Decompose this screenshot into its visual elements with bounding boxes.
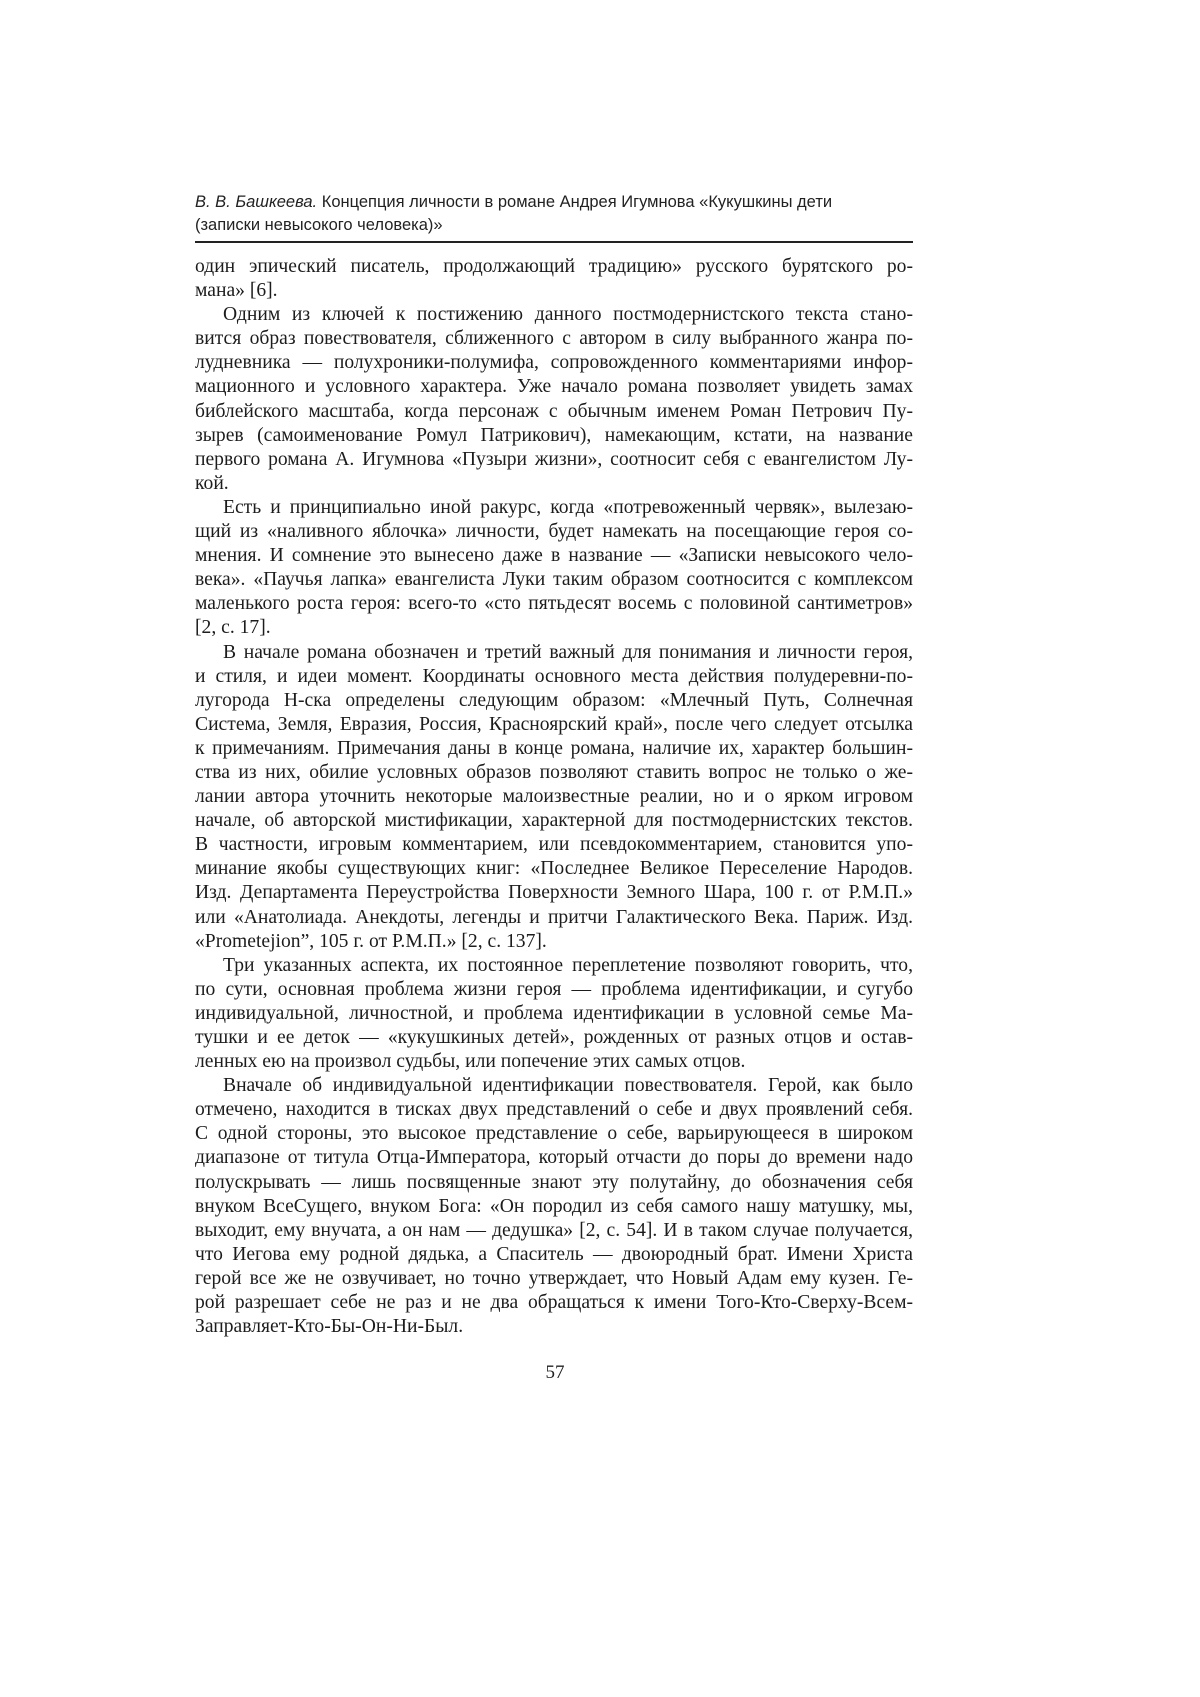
text-line: тушки и ее деток — «кукушкиных детей», рожденных от разных отцов и остав- [195,1026,913,1050]
text-line: диапазоне от титула Отца-Императора, который отчасти до поры до времени надо [195,1146,913,1170]
text-line: или «Анатолиада. Анекдоты, легенды и притчи Галактического Века. Париж. Изд. [195,906,913,930]
article-body [195,255,913,1339]
text-line: В начале романа обозначен и третий важный для понимания и личности героя, [195,641,913,665]
text-line: века». «Паучья лапка» евангелиста Луки таким образом соотносится с комплексом [195,568,913,592]
running-head-author: В. В. Башкеева. [195,193,317,211]
text-line: ства из них, обилие условных образов позволяют ставить вопрос не только о же- [195,761,913,785]
text-line: один эпический писатель, продолжающий традицию» русского бурятского ро- [195,255,913,279]
text-line: индивидуальной, личностной, и проблема идентификации в условной семье Ма- [195,1002,913,1026]
text-line: Система, Земля, Евразия, Россия, Красноярский край», после чего следует отсылка [195,713,913,737]
text-line: маленького роста героя: всего-то «сто пятьдесят восемь с половиной сантиметров» [195,592,913,616]
paragraph [195,641,913,954]
header-rule [195,241,913,243]
paragraph [195,954,913,1074]
text-line: по сути, основная проблема жизни героя — проблема идентификации, и сугубо [195,978,913,1002]
text-line: отмечено, находится в тисках двух представлений о себе и двух проявлений себя. [195,1098,913,1122]
text-line: Есть и принципиально иной ракурс, когда «потревоженный червяк», вылезаю- [195,496,913,520]
text-line: первого романа А. Игумнова «Пузыри жизни», соотносит себя с евангелистом Лу- [195,448,913,472]
paragraph [195,496,913,641]
text-line: вится образ повествователя, сближенного с автором в силу выбранного жанра по- [195,327,913,351]
text-line: Три указанных аспекта, их постоянное переплетение позволяют говорить, что, [195,954,913,978]
text-line: герой все же не озвучивает, но точно утверждает, что Новый Адам ему кузен. Ге- [195,1267,913,1291]
paragraph [195,303,913,496]
text-line: ленных ею на произвол судьбы, или попечение этих самых отцов. [195,1050,913,1074]
text-line: библейского масштаба, когда персонаж с обычным именем Роман Петрович Пу- [195,400,913,424]
text-line: лугорода Н-ска определены следующим образом: «Млечный Путь, Солнечная [195,689,913,713]
running-head [195,191,915,237]
text-line: В частности, игровым комментарием, или псевдокомментарием, становится упо- [195,833,913,857]
text-line: щий из «наливного яблочка» личности, будет намекать на посещающие героя со- [195,520,913,544]
text-line: минание якобы существующих книг: «Последнее Великое Переселение Народов. [195,857,913,881]
text-line: полускрывать — лишь посвященные знают эту полутайну, до обозначения себя [195,1171,913,1195]
text-line: начале, об авторской мистификации, характерной для постмодернистских текстов. [195,809,913,833]
text-line: лании автора уточнить некоторые малоизвестные реалии, но и о ярком игровом [195,785,913,809]
text-line: рой разрешает себе не раз и не два обращаться к имени Того-Кто-Сверху-Всем- [195,1291,913,1315]
paragraph [195,255,913,303]
text-line: С одной стороны, это высокое представление о себе, варьирующееся в широком [195,1122,913,1146]
running-head-title: Концепция личности в романе Андрея Игумнова «Кукушкины дети [317,193,832,211]
running-head-line-1 [195,191,915,214]
text-line: внуком ВсеСущего, внуком Бога: «Он породил из себя самого нашу матушку, мы, [195,1195,913,1219]
text-line: что Иегова ему родной дядька, а Спаситель — двоюродный брат. Имени Христа [195,1243,913,1267]
running-head-line-2: (записки невысокого человека)» [195,214,915,237]
text-line: мнения. И сомнение это вынесено даже в название — «Записки невысокого чело- [195,544,913,568]
text-line: зырев (самоименование Ромул Патрикович), намекающим, кстати, на название [195,424,913,448]
text-line: Одним из ключей к постижению данного постмодернистского текста стано- [195,303,913,327]
text-line: Изд. Департамента Переустройства Поверхности Земного Шара, 100 г. от Р.М.П.» [195,881,913,905]
text-line: кой. [195,472,913,496]
paragraph [195,1074,913,1339]
page-number: 57 [0,1362,1110,1384]
text-line: выходит, ему внучата, а он нам — дедушка» [2, с. 54]. И в таком случае получается, [195,1219,913,1243]
text-line: к примечаниям. Примечания даны в конце романа, наличие их, характер большин- [195,737,913,761]
text-line: «Prometejion”, 105 г. от Р.М.П.» [2, с. 137]. [195,930,913,954]
text-line: Вначале об индивидуальной идентификации повествователя. Герой, как было [195,1074,913,1098]
text-line: мана» [6]. [195,279,913,303]
text-line: и стиля, и идеи момент. Координаты основного места действия полудеревни-по- [195,665,913,689]
text-line: мационного и условного характера. Уже начало романа позволяет увидеть замах [195,375,913,399]
text-line: Заправляет-Кто-Бы-Он-Ни-Был. [195,1315,913,1339]
text-line: лудневника — полухроники-полумифа, сопровожденного комментариями инфор- [195,351,913,375]
text-line: [2, с. 17]. [195,616,913,640]
